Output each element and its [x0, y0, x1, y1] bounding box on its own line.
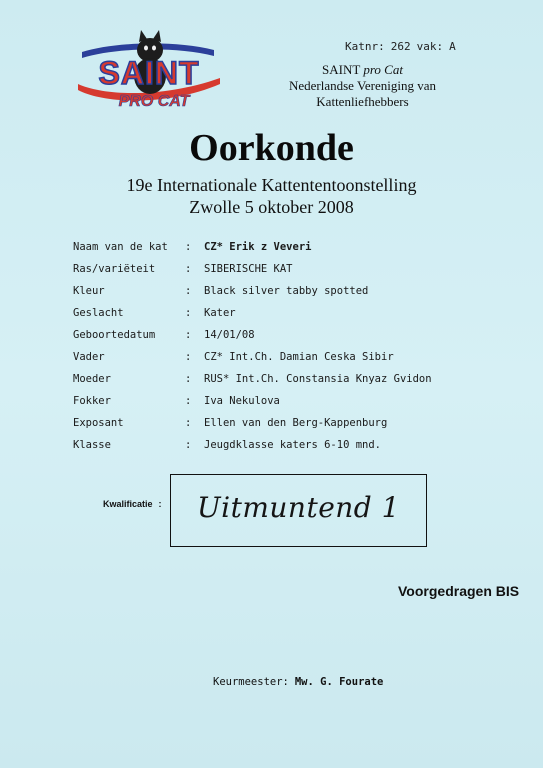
katnr-value: 262 [390, 40, 411, 53]
field-value: 14/01/08 [204, 329, 255, 341]
kwalificatie-label-group [103, 499, 162, 509]
kwalificatie-value: Uitmuntend 1 [197, 491, 400, 524]
field-colon: : [185, 417, 192, 429]
field-label: Moeder [73, 373, 111, 385]
page-title: Oorkonde [189, 127, 354, 169]
kwalificatie-label: Kwalificatie [103, 499, 153, 509]
field-colon: : [185, 373, 192, 385]
katnr-label: Katnr: [345, 40, 385, 53]
keurmeester-label: Keurmeester: [213, 676, 289, 688]
logo-graphic [74, 26, 224, 116]
org-name-prefix: SAINT [322, 62, 361, 77]
field-row [73, 390, 513, 412]
field-row [73, 280, 513, 302]
field-row [73, 324, 513, 346]
show-location-date: Zwolle 5 oktober 2008 [189, 197, 354, 217]
field-label: Fokker [73, 395, 111, 407]
catalog-number [345, 40, 462, 53]
org-name [240, 62, 485, 78]
field-row [73, 236, 513, 258]
field-label: Klasse [73, 439, 111, 451]
logo-wordmark: SAINT [98, 55, 200, 91]
show-info [0, 174, 543, 218]
field-row [73, 302, 513, 324]
field-label: Kleur [73, 285, 105, 297]
field-value: RUS* Int.Ch. Constansia Knyaz Gvidon [204, 373, 432, 385]
field-row [73, 258, 513, 280]
kwalificatie-box [170, 474, 427, 547]
field-colon: : [185, 439, 192, 451]
org-line-3: Kattenliefhebbers [316, 94, 409, 109]
saint-pro-cat-logo [74, 26, 224, 116]
field-value: Ellen van den Berg-Kappenburg [204, 417, 388, 429]
org-line-2: Nederlandse Vereniging van [288, 78, 437, 93]
field-colon: : [185, 395, 192, 407]
field-value: Black silver tabby spotted [204, 285, 369, 297]
field-row [73, 346, 513, 368]
field-value: CZ* Erik z Veveri [204, 241, 312, 253]
field-value: Kater [204, 307, 236, 319]
field-colon: : [185, 285, 192, 297]
field-colon: : [185, 263, 192, 275]
field-label: Exposant [73, 417, 124, 429]
field-colon: : [185, 307, 192, 319]
field-value: Jeugdklasse katers 6-10 mnd. [204, 439, 382, 451]
org-name-italic: pro Cat [363, 62, 403, 77]
organization-block [240, 62, 485, 110]
cat-details [73, 236, 513, 456]
field-label: Ras/variëteit [73, 263, 156, 275]
field-row [73, 368, 513, 390]
field-label: Naam van de kat [73, 241, 168, 253]
show-name: 19e Internationale Kattententoonstelling [126, 175, 417, 195]
field-label: Geboortedatum [73, 329, 156, 341]
field-colon: : [185, 351, 192, 363]
field-row [73, 412, 513, 434]
keurmeester-name: Mw. G. Fourate [294, 676, 384, 688]
vak-label: vak: [416, 40, 444, 53]
field-value: Iva Nekulova [204, 395, 280, 407]
field-colon: : [185, 241, 192, 253]
field-label: Geslacht [73, 307, 124, 319]
field-value: SIBERISCHE KAT [204, 263, 293, 275]
field-colon: : [185, 329, 192, 341]
field-value: CZ* Int.Ch. Damian Ceska Sibir [204, 351, 394, 363]
voorgedragen-text: Voorgedragen BIS [398, 583, 520, 599]
field-row [73, 434, 513, 456]
vak-value: A [449, 40, 456, 53]
field-label: Vader [73, 351, 105, 363]
kwalificatie-colon: : [158, 499, 162, 509]
logo-tagline: PRO CAT [118, 93, 190, 110]
keurmeester [213, 676, 383, 688]
